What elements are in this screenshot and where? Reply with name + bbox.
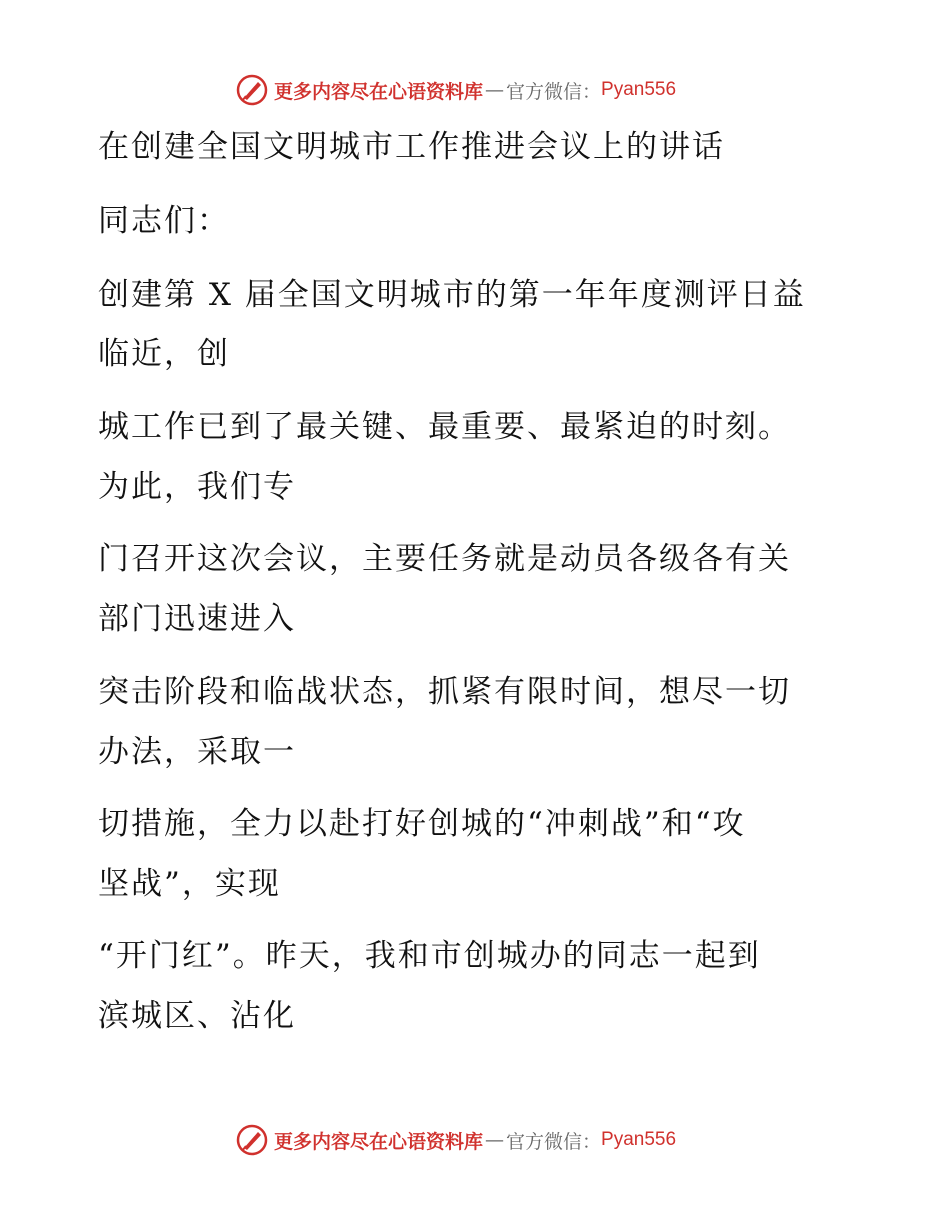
paragraph-line: 门召开这次会议，主要任务就是动员各级各有关 xyxy=(98,541,791,577)
banner-official-label: 官方微信： xyxy=(506,80,602,103)
banner-separator: — xyxy=(485,79,505,101)
banner-separator: — xyxy=(485,1129,505,1151)
paragraph-line: 为此，我们专 xyxy=(98,469,296,505)
document-title: 在创建全国文明城市工作推进会议上的讲话 xyxy=(98,129,725,165)
paragraph-line: 办法，采取一 xyxy=(98,734,296,770)
paragraph-line: 滨城区、沾化 xyxy=(98,998,296,1034)
header-banner xyxy=(236,73,676,107)
paragraph-line: 临近，创 xyxy=(98,336,230,372)
paragraph-line: 城工作已到了最关键、最重要、最紧迫的时刻。 xyxy=(98,409,791,445)
banner-official-label: 官方微信： xyxy=(506,1130,602,1153)
quill-logo-icon xyxy=(236,1124,268,1156)
banner-title: 更多内容尽在心语资料库 xyxy=(274,80,484,103)
paragraph-line: 部门迅速进入 xyxy=(98,601,296,637)
paragraph-line: 创建第 X 届全国文明城市的第一年年度测评日益 xyxy=(98,277,806,313)
paragraph-line: “开门红”。昨天，我和市创城办的同志一起到 xyxy=(98,938,761,974)
paragraph-line: 突击阶段和临战状态，抓紧有限时间，想尽一切 xyxy=(98,674,791,710)
document-salutation: 同志们： xyxy=(98,203,230,239)
paragraph-line: 切措施，全力以赴打好创城的“冲刺战”和“攻 xyxy=(98,806,746,842)
quill-logo-icon xyxy=(236,74,268,106)
banner-title: 更多内容尽在心语资料库 xyxy=(274,1130,484,1153)
banner-wechat-id: Pyan556 xyxy=(601,79,677,100)
footer-banner xyxy=(236,1123,676,1157)
banner-wechat-id: Pyan556 xyxy=(601,1129,677,1150)
paragraph-line: 坚战”，实现 xyxy=(98,866,281,902)
